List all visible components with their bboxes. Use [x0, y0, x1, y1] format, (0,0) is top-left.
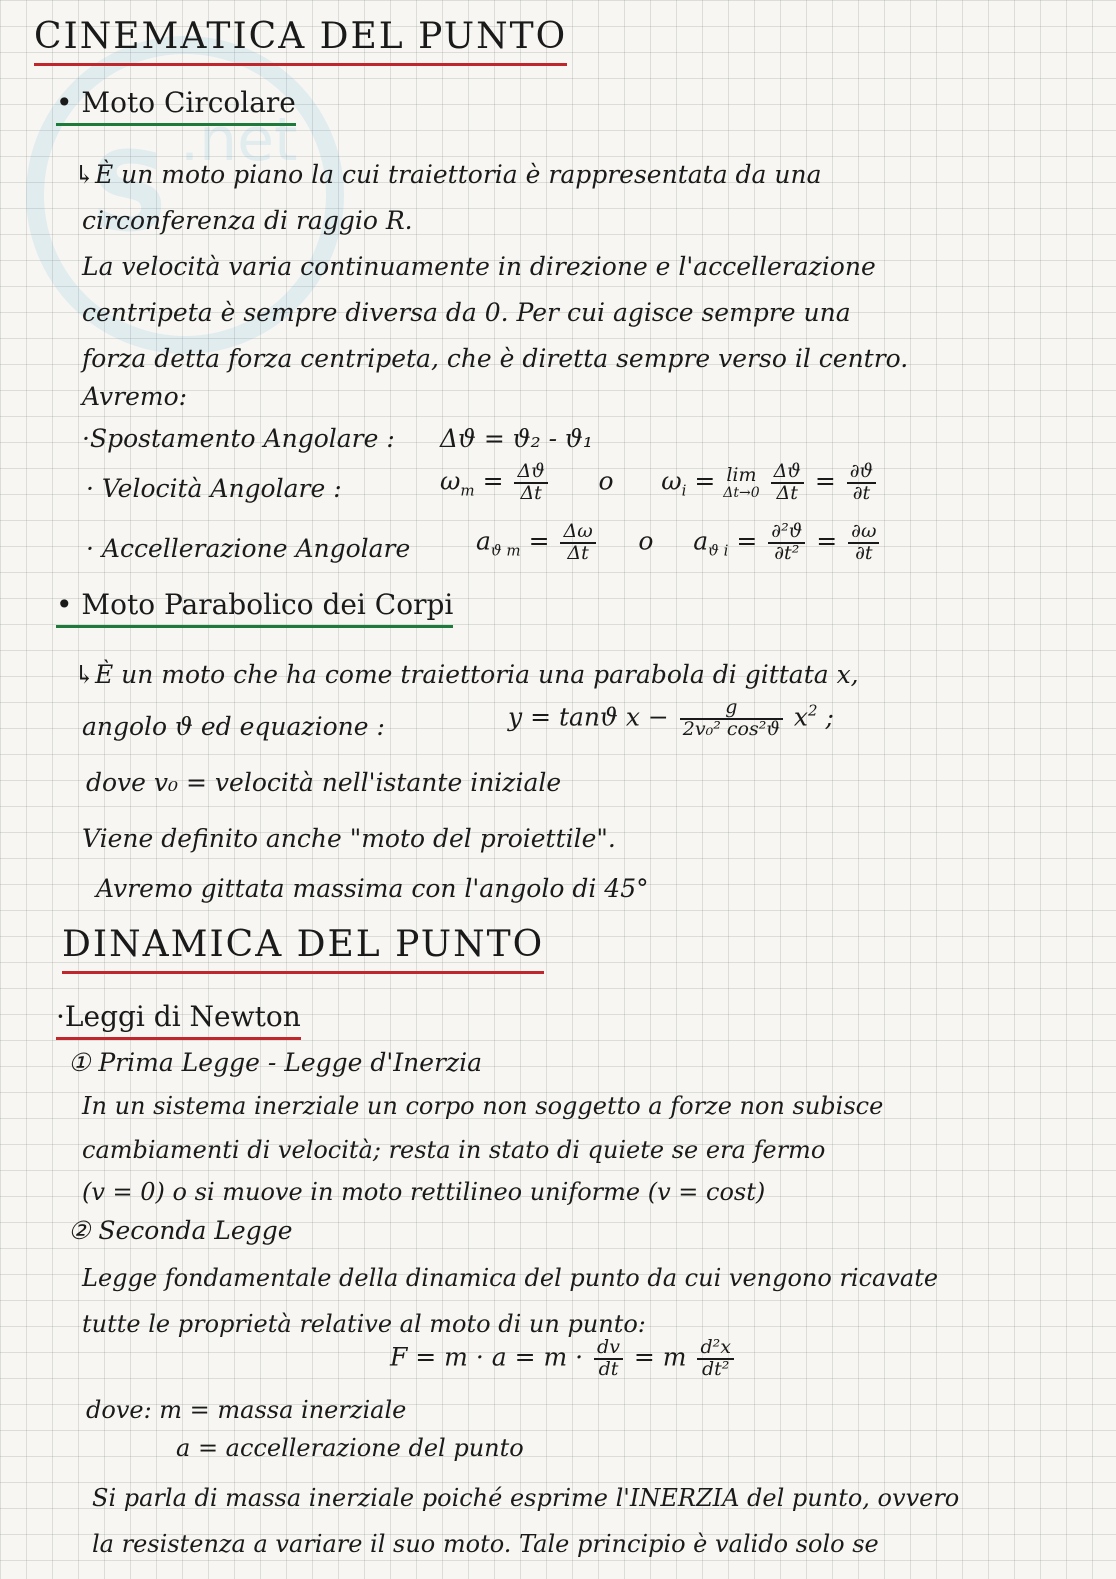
text-line: a = accellerazione del punto	[176, 1434, 524, 1462]
subheading-newton-laws: ·Leggi di Newton	[56, 1000, 301, 1040]
text-line: centripeta è sempre diversa da 0. Per cui agisce sempre una	[82, 298, 851, 327]
first-law-title: ① Prima Legge - Legge d'Inerzia	[68, 1048, 483, 1077]
text-line: cambiamenti di velocità; resta in stato di quiete se era fermo	[82, 1136, 826, 1164]
section-title-kinematics: CINEMATICA DEL PUNTO	[34, 16, 567, 66]
text-line: dove: m = massa inerziale	[86, 1396, 407, 1424]
svg-text:S: S	[90, 128, 170, 256]
angular-displacement-formula: Δϑ = ϑ₂ - ϑ₁	[440, 424, 593, 453]
subheading-parabolic-motion: • Moto Parabolico dei Corpi	[56, 588, 453, 628]
angular-acceleration-formula: $a_{ϑ m}$ = $\frac{\Delta\omega}{\Delta t}$ o $a_{ϑ i}$ = $\frac{\text{∂²ϑ}}{\text{∂t²}}$ = $\frac{\partial\omega}{\partial t}$	[476, 522, 882, 564]
text-line: ↳È un moto che ha come traiettoria una parabola di gittata x,	[74, 660, 859, 689]
text-line: forza detta forza centripeta, che è diretta sempre verso il centro.	[82, 344, 909, 373]
svg-text:.net: .net	[180, 105, 298, 175]
angular-velocity-label: · Velocità Angolare :	[86, 474, 342, 503]
text-line: Avremo:	[82, 382, 188, 411]
text-line: Legge fondamentale della dinamica del punto da cui vengono ricavate	[82, 1264, 939, 1292]
newton-second-law-formula: F = m · a = m · $\frac{dv}{dt}$ = m $\frac{\text{d²x}}{\text{dt²}}$	[390, 1338, 737, 1380]
angular-velocity-formula: $\omega_m$ = $\frac{\Delta ϑ}{\Delta t}$ o $\omega_i = \lim$ Δt→0 $\frac{\Delta ϑ}{\Delta t}$ = $\frac{\partial ϑ}{\partial t}$	[440, 462, 879, 504]
text-line: circonferenza di raggio R.	[82, 206, 413, 235]
text-line: (v = 0) o si muove in moto rettilineo uniforme (v = cost)	[82, 1178, 766, 1206]
angular-acceleration-label: · Accellerazione Angolare	[86, 534, 411, 563]
text-line: tutte le proprietà relative al moto di un punto:	[82, 1310, 646, 1338]
text-line: ↳È un moto piano la cui traiettoria è rappresentata da una	[74, 160, 822, 189]
parabola-equation: y = tanϑ x − $\frac{g}{\text{2v₀² cos²ϑ}}$ $x^2$ ;	[508, 696, 834, 740]
text-line: Avremo gittata massima con l'angolo di 45°	[96, 874, 649, 903]
text-line: Si parla di massa inerziale poiché esprime l'INERZIA del punto, ovvero	[92, 1484, 960, 1512]
subheading-circular-motion: • Moto Circolare	[56, 86, 296, 126]
second-law-title: ② Seconda Legge	[68, 1216, 293, 1245]
section-title-dynamics: DINAMICA DEL PUNTO	[62, 924, 544, 974]
text-line: In un sistema inerziale un corpo non soggetto a forze non subisce	[82, 1092, 884, 1120]
text-line: la resistenza a variare il suo moto. Tale principio è valido solo se	[92, 1530, 879, 1558]
angular-displacement-label: ·Spostamento Angolare :	[82, 424, 395, 453]
text-line: La velocità varia continuamente in direzione e l'accellerazione	[82, 252, 876, 281]
text-line: dove v₀ = velocità nell'istante iniziale	[86, 768, 562, 797]
text-line: Viene definito anche "moto del proiettile".	[82, 824, 616, 853]
text-line: angolo ϑ ed equazione :	[82, 712, 385, 741]
